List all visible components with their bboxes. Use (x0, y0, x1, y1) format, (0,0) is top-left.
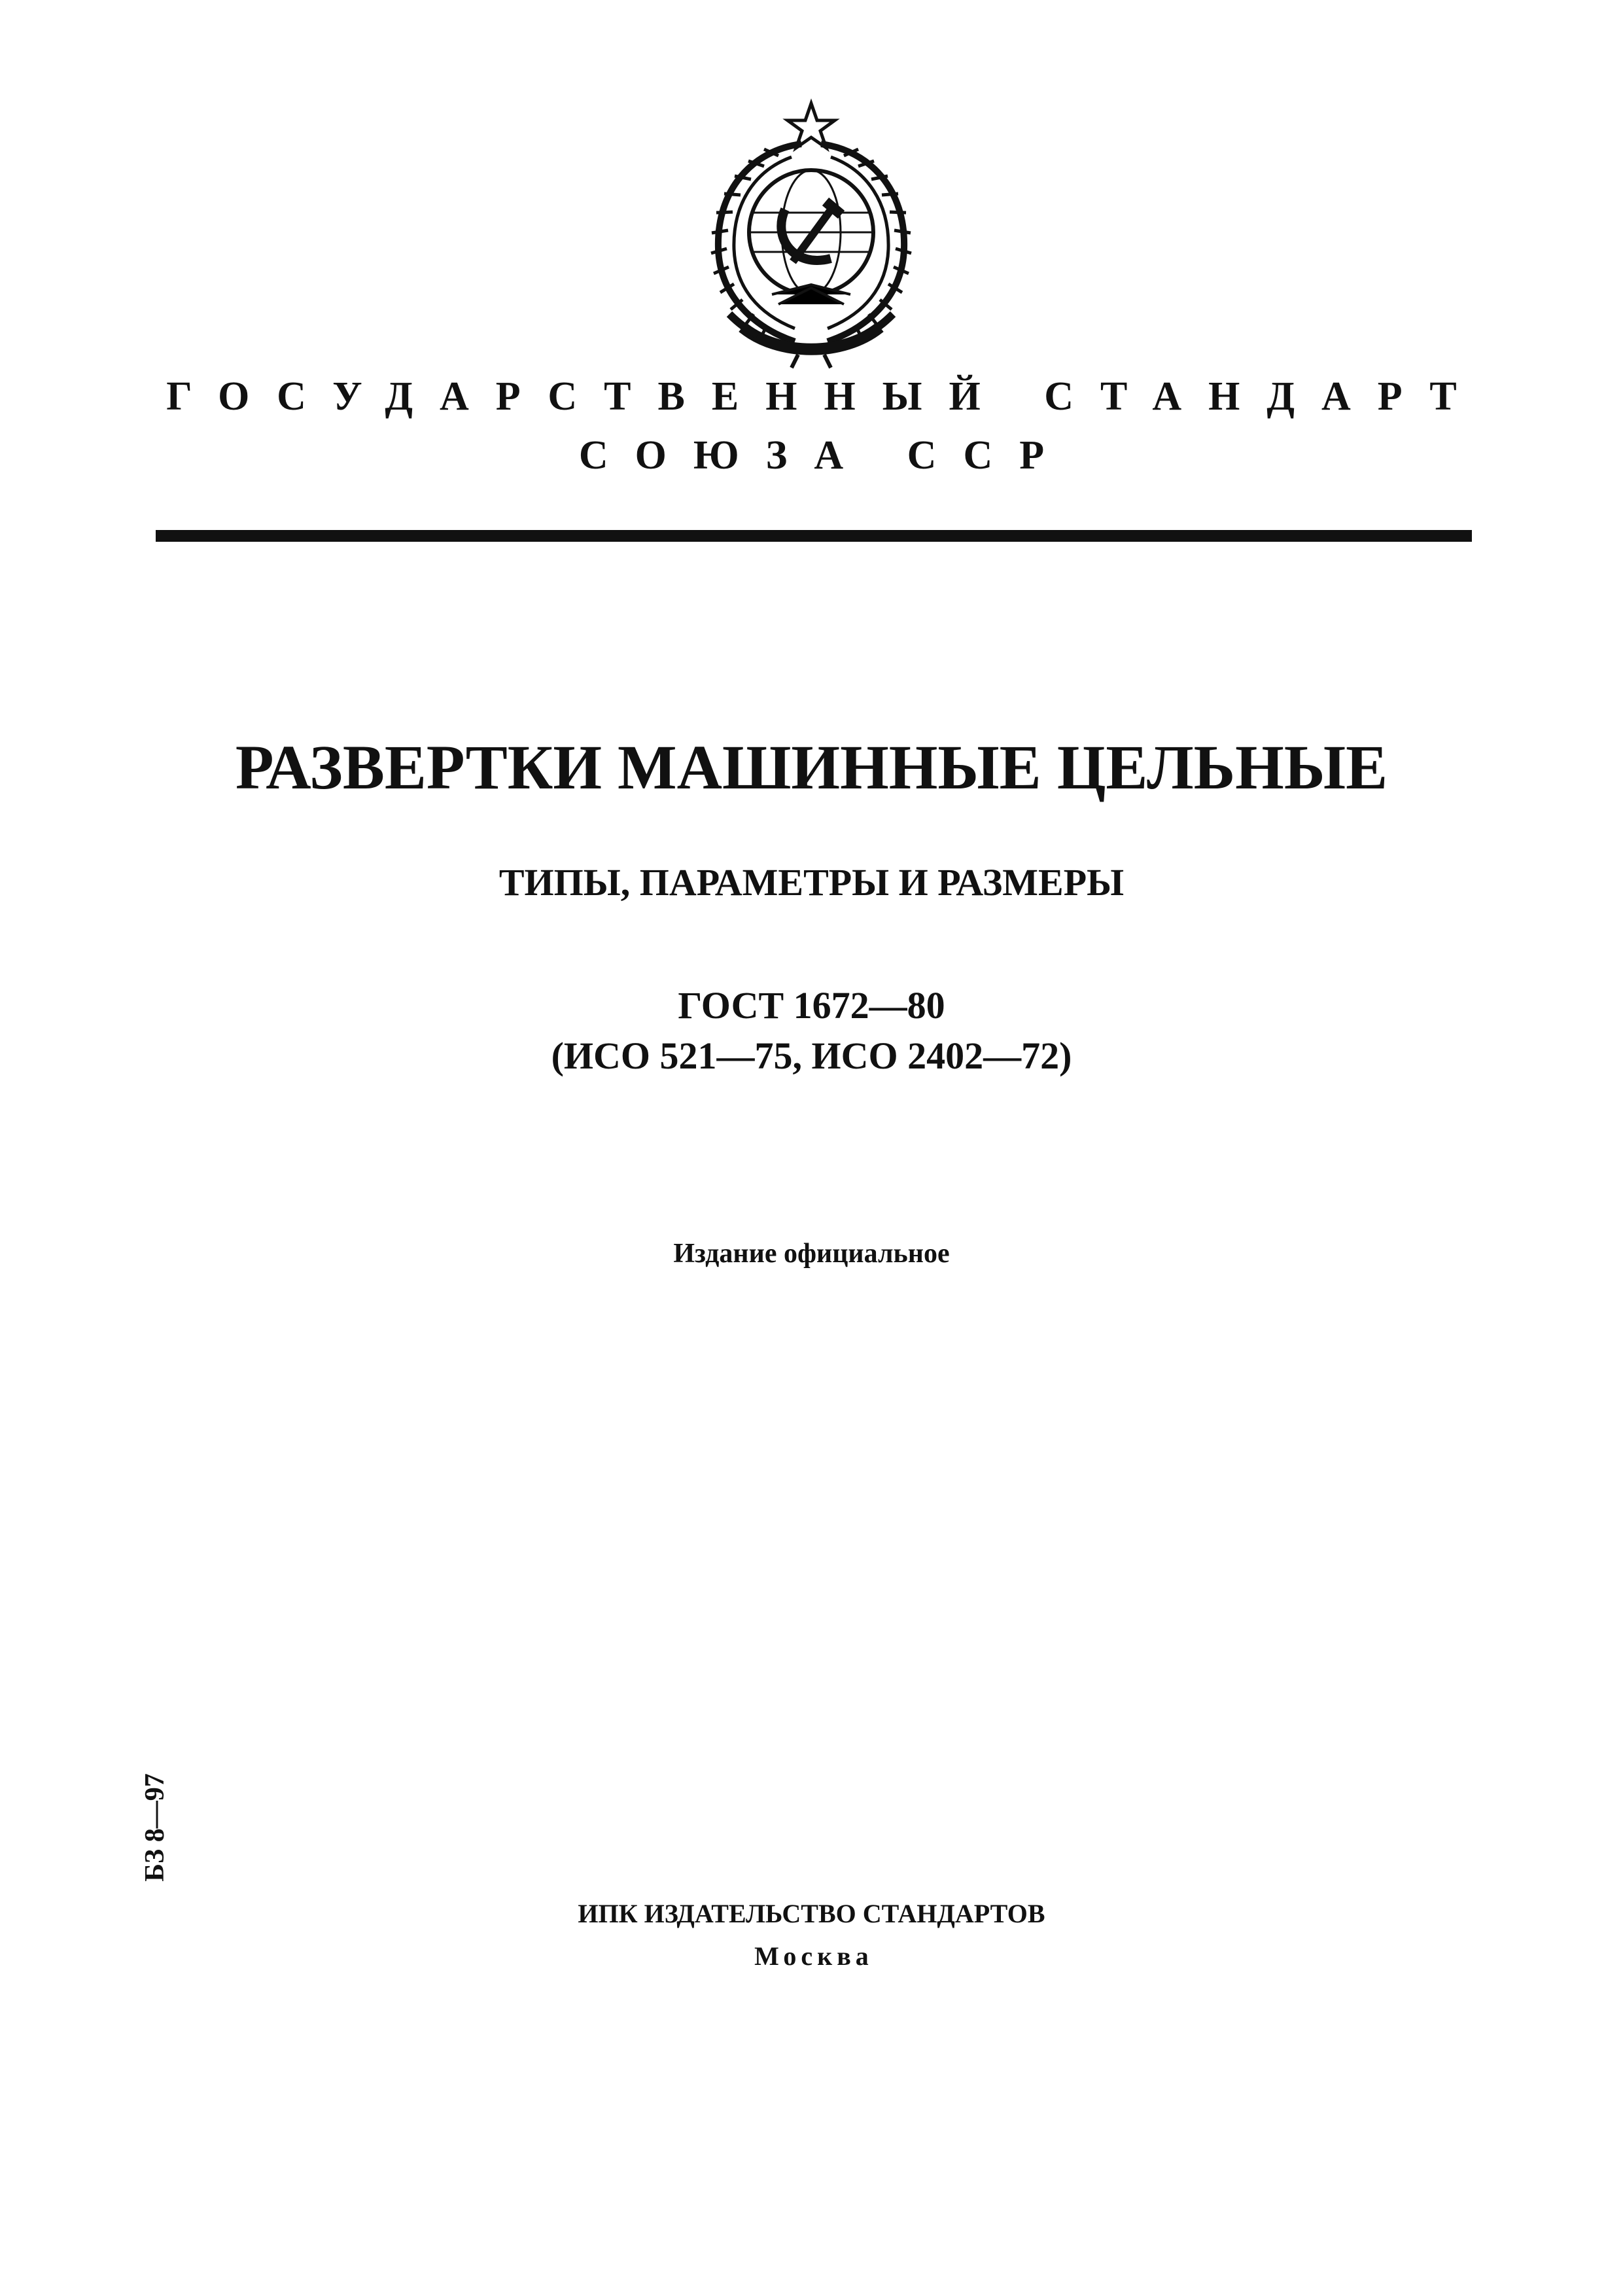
header-line-1: ГОСУДАРСТВЕННЫЙ СТАНДАРТ (166, 374, 1484, 419)
document-title: РАЗВЕРТКИ МАШИННЫЕ ЦЕЛЬНЫЕ (235, 732, 1388, 802)
document-subtitle: ТИПЫ, ПАРАМЕТРЫ И РАЗМЕРЫ (498, 861, 1125, 904)
publisher-city: Москва (754, 1941, 873, 1971)
edition-note: Издание официальное (673, 1239, 950, 1269)
header-line-2: СОЮЗА ССР (578, 433, 1072, 478)
standard-number: ГОСТ 1672—80 (678, 984, 945, 1027)
iso-references: (ИСО 521—75, ИСО 2402—72) (551, 1034, 1072, 1077)
header-divider (156, 530, 1472, 542)
publisher-name: ИПК ИЗДАТЕЛЬСТВО СТАНДАРТОВ (578, 1899, 1045, 1928)
ussr-emblem-icon (680, 98, 942, 373)
side-code-vertical: БЗ 8—97 (140, 1773, 170, 1882)
